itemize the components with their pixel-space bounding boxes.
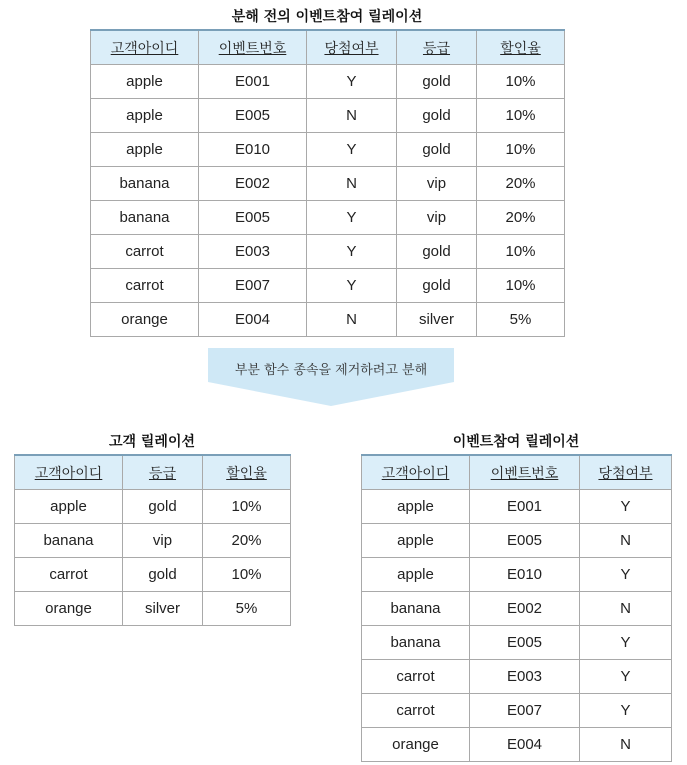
table-cell: apple: [91, 99, 199, 133]
table-row: [362, 728, 672, 762]
table-header-row: [91, 30, 565, 65]
table-cell: E004: [470, 728, 580, 762]
table-row: [362, 660, 672, 694]
table-cell: E010: [470, 558, 580, 592]
table-cell: N: [580, 524, 672, 558]
table-row: [91, 99, 565, 133]
table-cell: 10%: [477, 65, 565, 99]
table-cell: 10%: [203, 558, 291, 592]
event-relation-table: [361, 454, 672, 762]
table-cell: E001: [199, 65, 307, 99]
table-cell: Y: [580, 694, 672, 728]
table-cell: 5%: [477, 303, 565, 337]
table-cell: 10%: [203, 490, 291, 524]
table-cell: apple: [362, 558, 470, 592]
table-cell: orange: [91, 303, 199, 337]
table-row: [91, 201, 565, 235]
table-cell: 20%: [477, 167, 565, 201]
event-relation-title: 이벤트참여 릴레이션: [452, 434, 580, 450]
table-row: [15, 558, 291, 592]
table-cell: N: [307, 167, 397, 201]
customer-relation-title: 고객 릴레이션: [108, 434, 196, 450]
table-cell: gold: [123, 558, 203, 592]
table-cell: apple: [362, 524, 470, 558]
column-header: 고객아이디: [362, 455, 470, 490]
table-cell: vip: [123, 524, 203, 558]
table-cell: carrot: [362, 660, 470, 694]
table-cell: Y: [307, 133, 397, 167]
table-cell: gold: [123, 490, 203, 524]
table-cell: apple: [15, 490, 123, 524]
table-cell: gold: [397, 235, 477, 269]
table-cell: silver: [397, 303, 477, 337]
table-cell: E007: [470, 694, 580, 728]
table-cell: banana: [91, 167, 199, 201]
table-row: [15, 490, 291, 524]
table-row: [91, 269, 565, 303]
table-cell: apple: [362, 490, 470, 524]
table-cell: carrot: [91, 269, 199, 303]
table-cell: 5%: [203, 592, 291, 626]
table-cell: 20%: [477, 201, 565, 235]
table-row: [362, 626, 672, 660]
column-header: 할인율: [203, 455, 291, 490]
table-cell: E002: [470, 592, 580, 626]
table-cell: E003: [199, 235, 307, 269]
table-row: [15, 592, 291, 626]
table-cell: apple: [91, 133, 199, 167]
table-cell: apple: [91, 65, 199, 99]
table-cell: N: [307, 303, 397, 337]
table-row: [91, 133, 565, 167]
table-cell: gold: [397, 133, 477, 167]
table-row: [362, 490, 672, 524]
table-cell: E002: [199, 167, 307, 201]
table-cell: E005: [470, 524, 580, 558]
table-row: [362, 592, 672, 626]
table-cell: Y: [307, 65, 397, 99]
table-row: [362, 558, 672, 592]
table-row: [91, 167, 565, 201]
table-cell: 10%: [477, 235, 565, 269]
table-cell: orange: [15, 592, 123, 626]
table-cell: carrot: [91, 235, 199, 269]
table-cell: 10%: [477, 269, 565, 303]
column-header: 고객아이디: [15, 455, 123, 490]
table-cell: carrot: [15, 558, 123, 592]
table-cell: N: [580, 592, 672, 626]
table-cell: 10%: [477, 133, 565, 167]
table-cell: E010: [199, 133, 307, 167]
table-cell: vip: [397, 167, 477, 201]
table-cell: banana: [362, 592, 470, 626]
column-header: 당첨여부: [580, 455, 672, 490]
table-cell: Y: [307, 269, 397, 303]
table-cell: vip: [397, 201, 477, 235]
table-cell: E003: [470, 660, 580, 694]
table-cell: 20%: [203, 524, 291, 558]
table-row: [91, 235, 565, 269]
table-header-row: [15, 455, 291, 490]
customer-relation-table: [14, 454, 291, 626]
table-cell: banana: [15, 524, 123, 558]
column-header: 할인율: [477, 30, 565, 65]
table-row: [15, 524, 291, 558]
table-cell: E005: [199, 99, 307, 133]
table-cell: carrot: [362, 694, 470, 728]
table-cell: Y: [580, 558, 672, 592]
table-header-row: [362, 455, 672, 490]
decompose-arrow-label: 부분 함수 종속을 제거하려고 분해: [234, 363, 428, 378]
table-cell: orange: [362, 728, 470, 762]
column-header: 등급: [397, 30, 477, 65]
table-row: [91, 303, 565, 337]
decompose-arrow: [208, 348, 454, 406]
table-cell: banana: [362, 626, 470, 660]
table-cell: gold: [397, 269, 477, 303]
table-cell: Y: [307, 201, 397, 235]
table-row: [362, 694, 672, 728]
table-cell: N: [307, 99, 397, 133]
column-header: 고객아이디: [91, 30, 199, 65]
table-cell: Y: [580, 626, 672, 660]
table-cell: silver: [123, 592, 203, 626]
table-cell: gold: [397, 99, 477, 133]
table-cell: E001: [470, 490, 580, 524]
column-header: 당첨여부: [307, 30, 397, 65]
table-row: [91, 65, 565, 99]
table-cell: E007: [199, 269, 307, 303]
table-cell: E005: [470, 626, 580, 660]
top-relation-title: 분해 전의 이벤트참여 릴레이션: [231, 9, 423, 25]
table-row: [362, 524, 672, 558]
table-cell: banana: [91, 201, 199, 235]
table-cell: Y: [307, 235, 397, 269]
table-cell: Y: [580, 490, 672, 524]
table-cell: E005: [199, 201, 307, 235]
top-relation-table: [90, 29, 565, 337]
table-cell: gold: [397, 65, 477, 99]
table-cell: N: [580, 728, 672, 762]
column-header: 이벤트번호: [199, 30, 307, 65]
column-header: 이벤트번호: [470, 455, 580, 490]
table-cell: Y: [580, 660, 672, 694]
table-cell: E004: [199, 303, 307, 337]
table-cell: 10%: [477, 99, 565, 133]
column-header: 등급: [123, 455, 203, 490]
